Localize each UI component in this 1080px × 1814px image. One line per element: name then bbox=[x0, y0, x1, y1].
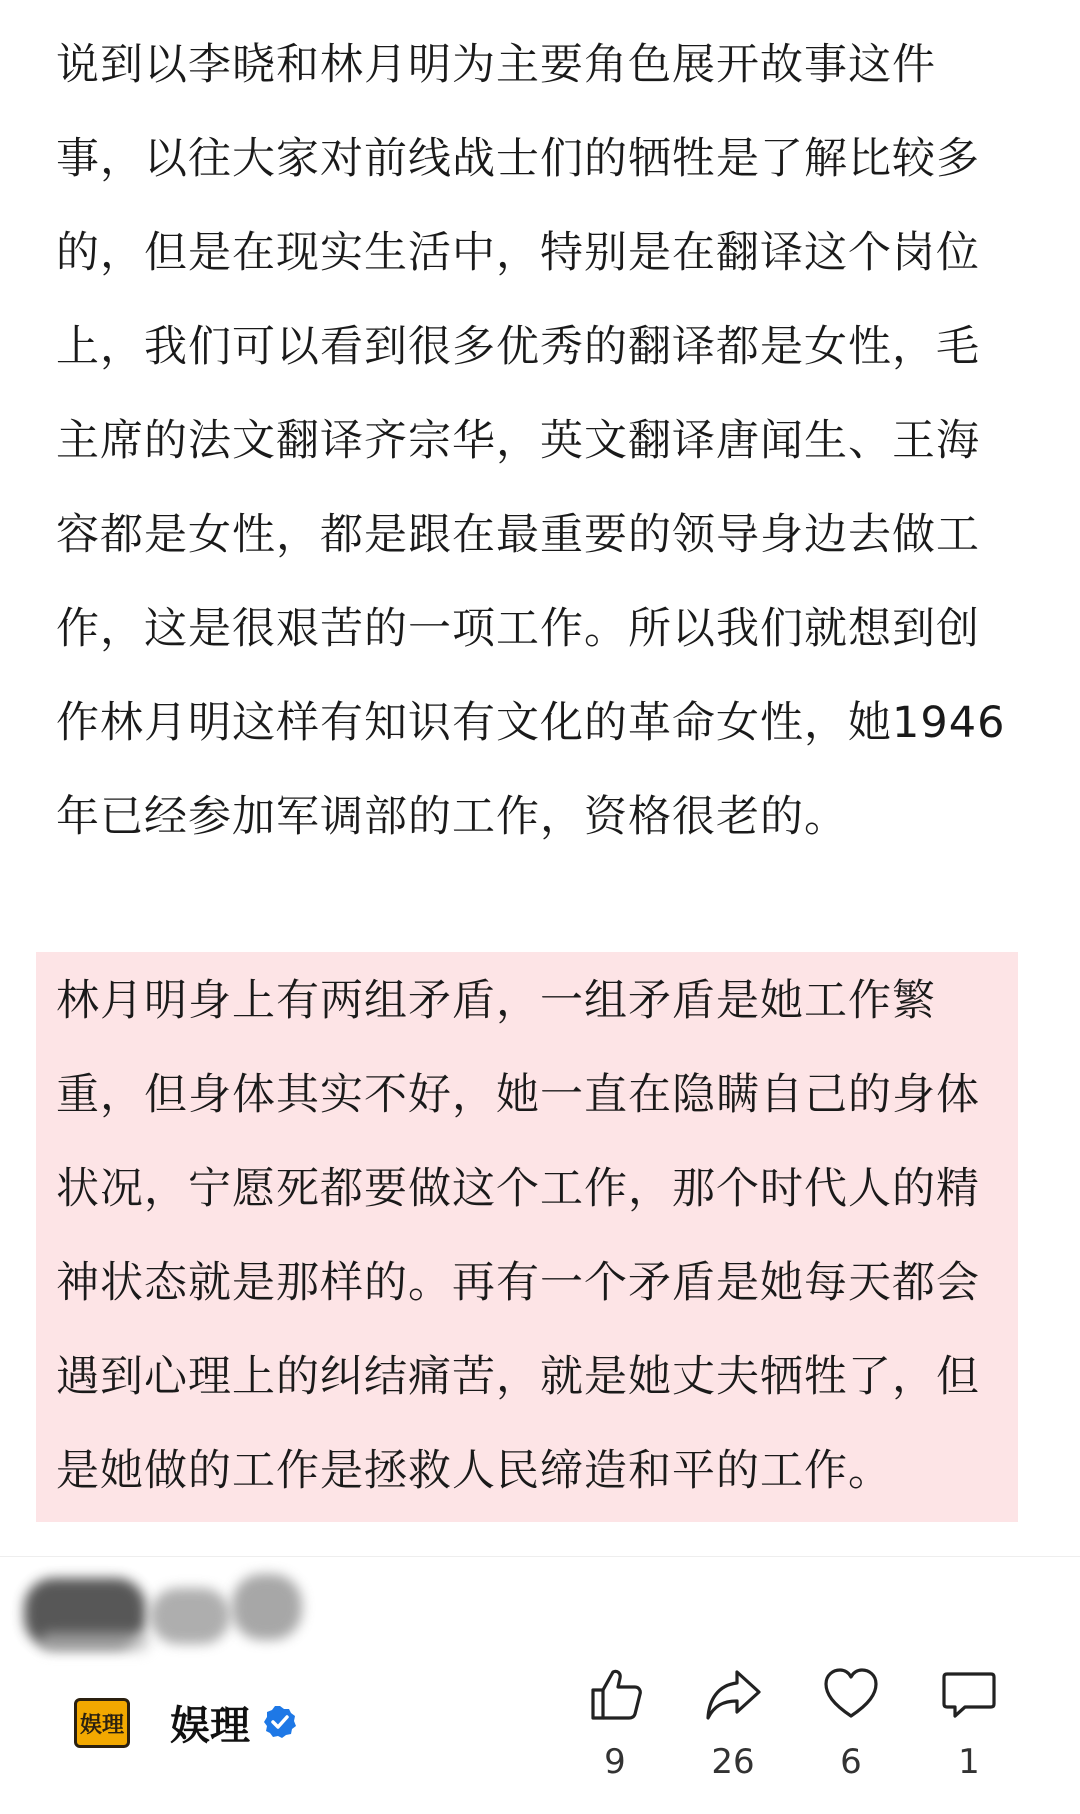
account-name[interactable]: 娱理 bbox=[170, 1702, 250, 1749]
redaction-blob bbox=[40, 1632, 150, 1652]
paragraph-line: 作，这是很艰苦的一项工作。所以我们就想到创 bbox=[56, 604, 980, 654]
share-arrow-icon bbox=[703, 1664, 763, 1724]
paragraph-line: 主席的法文翻译齐宗华，英文翻译唐闻生、王海 bbox=[56, 416, 980, 466]
like-button[interactable] bbox=[560, 1664, 670, 1782]
paragraph-line: 是她做的工作是拯救人民缔造和平的工作。 bbox=[56, 1446, 892, 1496]
author-account[interactable] bbox=[70, 1690, 298, 1754]
paragraph-line: 神状态就是那样的。再有一个矛盾是她每天都会 bbox=[56, 1258, 980, 1308]
paragraph-line: 说到以李晓和林月明为主要角色展开故事这件 bbox=[56, 40, 936, 90]
share-count: 26 bbox=[711, 1742, 755, 1782]
comment-bubble-icon bbox=[939, 1664, 999, 1724]
paragraph-line: 林月明身上有两组矛盾，一组矛盾是她工作繁 bbox=[56, 976, 936, 1026]
share-button[interactable] bbox=[678, 1664, 788, 1782]
verified-badge-icon bbox=[262, 1704, 298, 1740]
paragraph-line: 作林月明这样有知识有文化的革命女性，她1946 bbox=[56, 698, 1006, 748]
account-avatar[interactable] bbox=[70, 1690, 134, 1754]
paragraph-line: 状况，宁愿死都要做这个工作，那个时代人的精 bbox=[56, 1164, 980, 1214]
redaction-blob bbox=[232, 1574, 302, 1640]
article-paragraph-1 bbox=[56, 18, 1036, 864]
paragraph-line: 重，但身体其实不好，她一直在隐瞒自己的身体 bbox=[56, 1070, 980, 1120]
comment-count: 1 bbox=[958, 1742, 980, 1782]
account-logo-icon: 娱理 bbox=[74, 1698, 130, 1748]
like-count: 9 bbox=[604, 1742, 626, 1782]
redaction-blob bbox=[150, 1588, 230, 1644]
heart-icon bbox=[821, 1664, 881, 1724]
comment-button[interactable] bbox=[914, 1664, 1024, 1782]
article-paragraph-2 bbox=[56, 954, 1036, 1518]
paragraph-line: 上，我们可以看到很多优秀的翻译都是女性，毛 bbox=[56, 322, 980, 372]
divider bbox=[0, 1556, 1080, 1557]
paragraph-line: 事，以往大家对前线战士们的牺牲是了解比较多 bbox=[56, 134, 980, 184]
paragraph-line: 遇到心理上的纠结痛苦，就是她丈夫牺牲了，但 bbox=[56, 1352, 980, 1402]
paragraph-line: 容都是女性，都是跟在最重要的领导身边去做工 bbox=[56, 510, 980, 560]
favorite-count: 6 bbox=[840, 1742, 862, 1782]
thumbs-up-icon bbox=[585, 1664, 645, 1724]
paragraph-line: 年已经参加军调部的工作，资格很老的。 bbox=[56, 792, 848, 842]
favorite-button[interactable] bbox=[796, 1664, 906, 1782]
paragraph-line: 的，但是在现实生活中，特别是在翻译这个岗位 bbox=[56, 228, 980, 278]
